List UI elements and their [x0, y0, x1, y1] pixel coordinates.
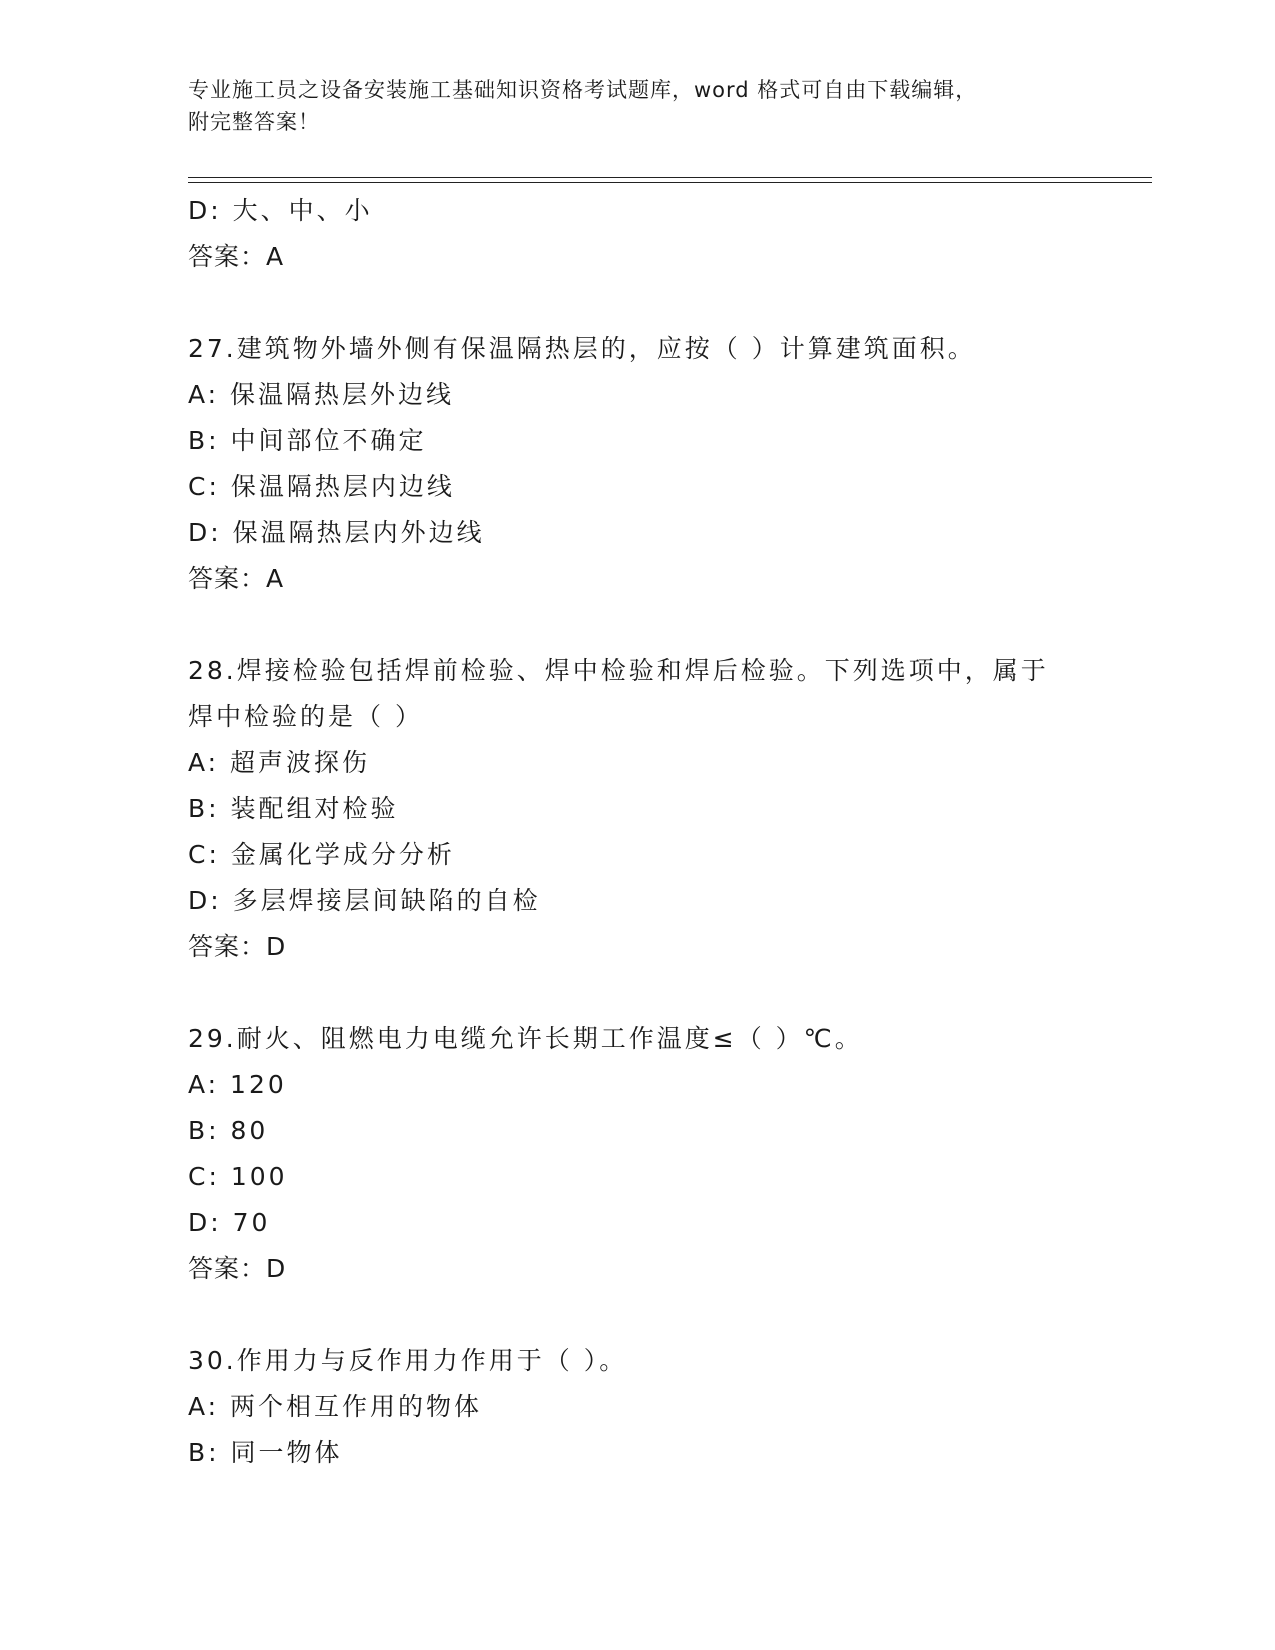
option-d: D: 保温隔热层内外边线 [188, 518, 485, 547]
option-d: D: 大、中、小 [188, 196, 373, 225]
question-30 [188, 1338, 1152, 1476]
option-b: B: 80 [188, 1116, 269, 1145]
answer: 答案：A [188, 564, 285, 593]
question-27 [188, 326, 1152, 602]
question-stem: 27.建筑物外墙外侧有保温隔热层的，应按（ ）计算建筑面积。 [188, 334, 976, 363]
option-a: A: 保温隔热层外边线 [188, 380, 455, 409]
spacer [188, 970, 1152, 1016]
option-b: B: 中间部位不确定 [188, 426, 427, 455]
option-b: B: 装配组对检验 [188, 794, 399, 823]
option-b: B: 同一物体 [188, 1438, 343, 1467]
header-line-2: 附完整答案！ [188, 110, 320, 134]
question-list [188, 188, 1152, 1476]
spacer [188, 280, 1152, 326]
header-rule-top [188, 177, 1152, 178]
question-29 [188, 1016, 1152, 1292]
option-d: D: 多层焊接层间缺陷的自检 [188, 886, 541, 915]
document-header [188, 74, 1088, 138]
answer: 答案：A [188, 242, 285, 271]
option-c: C: 保温隔热层内边线 [188, 472, 455, 501]
spacer [188, 602, 1152, 648]
question-26-tail [188, 188, 1152, 280]
question-stem: 29.耐火、阻燃电力电缆允许长期工作温度≤（ ）℃。 [188, 1024, 863, 1053]
question-stem-line-2: 焊中检验的是（ ） [188, 702, 423, 731]
header-rule-bottom [188, 182, 1152, 183]
option-a: A: 超声波探伤 [188, 748, 371, 777]
option-c: C: 金属化学成分分析 [188, 840, 455, 869]
question-28 [188, 648, 1152, 970]
option-a: A: 120 [188, 1070, 287, 1099]
spacer [188, 1292, 1152, 1338]
option-d: D: 70 [188, 1208, 271, 1237]
answer: 答案：D [188, 1254, 287, 1283]
answer: 答案：D [188, 932, 287, 961]
option-c: C: 100 [188, 1162, 288, 1191]
option-a: A: 两个相互作用的物体 [188, 1392, 483, 1421]
question-stem: 30.作用力与反作用力作用于（ ）。 [188, 1346, 628, 1375]
header-line-1: 专业施工员之设备安装施工基础知识资格考试题库，word 格式可自由下载编辑， [188, 78, 978, 102]
question-stem-line-1: 28.焊接检验包括焊前检验、焊中检验和焊后检验。下列选项中，属于 [188, 656, 1049, 685]
